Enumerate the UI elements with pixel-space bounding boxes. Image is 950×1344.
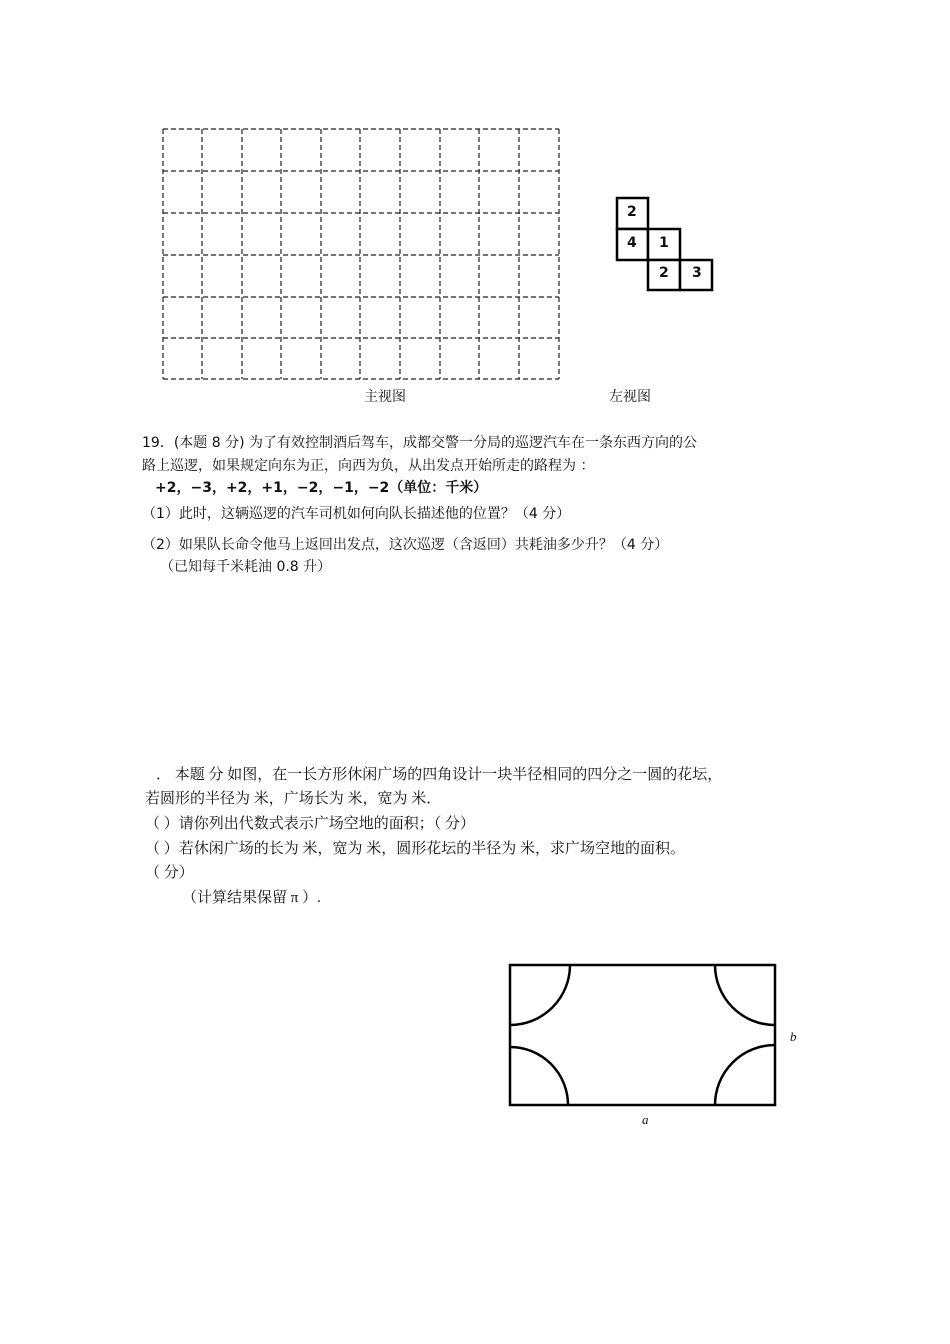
q19-sub2: （2）如果队长命令他马上返回出发点，这次巡逻（含返回）共耗油多少升？（4 分） bbox=[142, 537, 669, 553]
label-b: b bbox=[790, 1029, 797, 1044]
q19-distances: +2，−3，+2，+1，−2，−1，−2（单位：千米） bbox=[155, 480, 488, 496]
quarter-circle-bottom-left bbox=[510, 1047, 568, 1105]
q20-line2: 若圆形的半径为 米，广场长为 米，宽为 米． bbox=[145, 791, 442, 807]
top-view-number: 2 bbox=[627, 204, 637, 220]
q19-sub2-note: （已知每千米耗油 0.8 升） bbox=[160, 559, 332, 575]
q20-sub1: （ ）请你列出代数式表示广场空地的面积；（ 分） bbox=[145, 816, 476, 832]
q20-sub2: （ ）若休闲广场的长为 米，宽为 米，圆形花坛的半径为 米，求广场空地的面积。 bbox=[145, 841, 686, 857]
q19-line1: 19．(本题 8 分) 为了有效控制酒后驾车，成都交警一分局的巡逻汽车在一条东西方向的公 bbox=[142, 435, 697, 451]
top-view-number: 2 bbox=[659, 265, 669, 281]
q20-note: （计算结果保留 π ）. bbox=[182, 890, 321, 906]
top-view-number: 4 bbox=[627, 235, 637, 251]
q19-sub1: （1）此时，这辆巡逻的汽车司机如何向队长描述他的位置？（4 分） bbox=[142, 506, 571, 522]
top-view-number: 3 bbox=[692, 265, 702, 281]
quarter-circle-bottom-right bbox=[715, 1045, 775, 1105]
top-view-number: 1 bbox=[659, 235, 669, 251]
left-view-label: 左视图 bbox=[609, 389, 651, 405]
main-view-label: 主视图 bbox=[364, 389, 406, 405]
label-a: a bbox=[642, 1112, 649, 1127]
q19-line2: 路上巡逻，如果规定向东为正，向西为负，从出发点开始所走的路程为 ： bbox=[142, 458, 595, 474]
q20-line1: ． 本题 分 如图，在一长方形休闲广场的四角设计一块半径相同的四分之一圆的花坛， bbox=[156, 767, 723, 783]
q20-sub2-cont: （ 分） bbox=[145, 865, 194, 881]
quarter-circle-top-left bbox=[510, 965, 570, 1025]
plaza-rectangle bbox=[510, 965, 775, 1105]
quarter-circle-top-right bbox=[715, 965, 775, 1025]
